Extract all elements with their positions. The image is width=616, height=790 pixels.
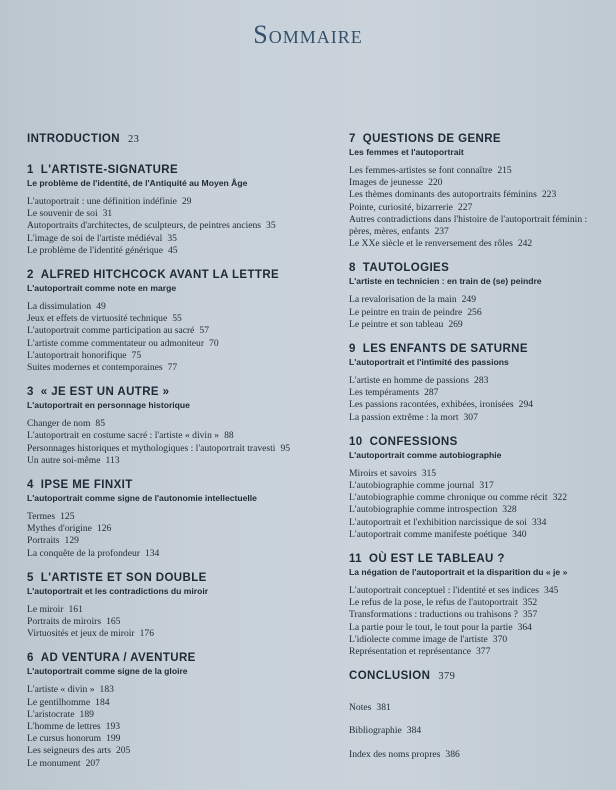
entry-page: 57 [199, 325, 210, 337]
section-heading [27, 651, 327, 666]
entry-page: 223 [541, 189, 557, 201]
toc-entry [349, 517, 611, 529]
section-subtitle: L'autoportrait comme signe de la gloire [27, 666, 188, 677]
entry-page: 283 [474, 375, 489, 387]
entry-text: La revalorisation de la main [349, 294, 457, 306]
toc-entry [349, 399, 611, 411]
section-subtitle: L'autoportrait comme autobiographie [349, 449, 502, 460]
toc-entry [27, 443, 327, 455]
toc-entry [349, 529, 611, 541]
toc-entry [27, 745, 327, 757]
toc-entry [349, 375, 611, 387]
entry-text: L'idiolecte comme image de l'artiste [349, 633, 488, 645]
toc-entry [27, 548, 327, 560]
entry-page: 45 [168, 244, 178, 256]
entry-page: 134 [144, 547, 160, 559]
entry-page: 199 [106, 733, 121, 745]
section-number: 5 [27, 571, 34, 584]
toc-entry [27, 628, 327, 640]
section-number: 3 [27, 386, 34, 399]
entry-text: L'autoportrait et l'exhibition narcissique de soi [349, 516, 527, 528]
section-title: QUESTIONS DE GENRE [362, 133, 501, 145]
entry-page: 75 [131, 349, 142, 361]
toc-entry [27, 511, 327, 523]
toc-entry [349, 609, 611, 621]
entry-page: 29 [181, 196, 192, 207]
entry-text: L'autoportrait en costume sacré : l'artiste « divin » [27, 430, 220, 442]
entry-text: Changer de nom [27, 418, 91, 430]
back-matter-text: Bibliographie [349, 725, 402, 737]
entry-page: 237 [434, 226, 449, 238]
entry-text: Portraits de miroirs [27, 616, 102, 628]
entry-page: 227 [457, 201, 473, 213]
entry-text: Le refus de la pose, le refus de l'autoportrait [349, 597, 518, 609]
toc-entry [349, 165, 611, 177]
toc-entry [349, 504, 611, 516]
entry-text: Le problème de l'identité générique [27, 244, 163, 256]
toc-section [349, 261, 611, 331]
toc-entry [27, 220, 327, 232]
toc-entry [349, 597, 611, 609]
entry-page: 220 [428, 177, 443, 189]
entry-text: La passion extrême : la mort [349, 411, 459, 423]
section-title: TAUTOLOGIES [362, 262, 450, 275]
toc-section [27, 385, 327, 467]
entry-page: 129 [64, 535, 79, 547]
entry-page: 340 [512, 528, 527, 540]
section-heading [27, 268, 327, 283]
toc-section [27, 571, 327, 641]
entry-page: 256 [467, 306, 482, 318]
toc-entry [27, 196, 327, 208]
page-title: Sommaire [253, 20, 363, 49]
back-matter-page: 381 [376, 702, 391, 714]
entry-page: 77 [167, 362, 178, 374]
entry-page: 352 [522, 597, 538, 609]
entry-page: 31 [102, 208, 113, 220]
entry-text: L'autoportrait honorifique [27, 349, 127, 361]
entry-text: L'autobiographie comme chronique ou comme récit [349, 492, 548, 504]
section-title: L'ARTISTE-SIGNATURE [40, 164, 179, 176]
toc-entry [27, 684, 327, 696]
toc-entry [27, 455, 327, 467]
left-column [27, 132, 327, 781]
entry-text: Les thèmes dominants des autoportraits féminins [349, 189, 537, 201]
entry-text: L'image de soi de l'artiste médiéval [27, 232, 163, 244]
section-title: AD VENTURA / AVENTURE [40, 652, 196, 665]
entry-text: Mythes d'origine [27, 523, 92, 535]
entry-text: Les seigneurs des arts [27, 745, 111, 757]
toc-entry [27, 325, 327, 337]
section-subtitle: La négation de l'autoportrait et la disparition du « je » [349, 567, 568, 578]
toc-entry [27, 535, 327, 547]
section-subtitle: Le problème de l'identité, de l'Antiquité au Moyen Âge [27, 178, 248, 188]
entry-page: 88 [224, 430, 234, 442]
entry-page: 294 [518, 399, 534, 411]
back-matter-page: 384 [406, 725, 422, 737]
toc-entry [349, 294, 611, 306]
section-heading [27, 132, 327, 147]
toc-entry [349, 412, 611, 424]
entry-text: Personnages historiques et mythologiques : l'autoportrait travesti [27, 442, 276, 454]
toc-entry [349, 634, 611, 646]
entry-page: 35 [266, 220, 276, 232]
toc-section [27, 268, 327, 374]
section-heading [27, 478, 327, 493]
entry-text: Portraits [27, 535, 60, 547]
entry-page: 287 [424, 387, 439, 399]
toc-entry [349, 189, 611, 201]
entry-page: 242 [517, 238, 533, 250]
entry-page: 377 [476, 646, 491, 658]
right-column [349, 132, 611, 772]
entry-page: 113 [105, 454, 120, 466]
entry-text: La partie pour le tout, le tout pour la partie [349, 621, 513, 633]
toc-entry [27, 418, 327, 430]
section-title: INTRODUCTION [27, 133, 120, 145]
entry-page: 49 [96, 301, 106, 313]
section-number: 4 [27, 479, 34, 492]
toc-entry [27, 350, 327, 362]
section-subtitle: L'autoportrait et l'intimité des passions [349, 357, 509, 368]
section-subtitle: L'artiste en technicien : en train de (se) peindre [349, 276, 542, 287]
section-number: 1 [27, 164, 34, 176]
entry-text: Suites modernes et contemporaines [27, 362, 163, 374]
entry-text: Le monument [27, 757, 81, 769]
section-number: 9 [349, 343, 356, 356]
section-number: 8 [349, 262, 356, 275]
entry-text: Les passions racontées, exhibées, ironisées [349, 399, 514, 411]
toc-entry [349, 468, 611, 480]
section-number: 6 [27, 652, 34, 665]
entry-page: 35 [167, 232, 177, 244]
section-heading [349, 552, 611, 567]
toc-entry [27, 430, 327, 442]
entry-page: 370 [492, 633, 508, 645]
back-matter-page: 386 [445, 748, 460, 760]
entry-page: 184 [95, 696, 110, 708]
back-matter-text: Index des noms propres [349, 748, 441, 760]
section-heading [27, 385, 327, 400]
entry-page: 85 [95, 418, 106, 430]
toc-entry [349, 319, 611, 331]
entry-page: 205 [115, 745, 131, 757]
toc-entry [349, 202, 611, 214]
section-subtitle: L'autoportrait en personnage historique [27, 400, 190, 411]
section-number: 11 [349, 553, 362, 566]
section-subtitle: L'autoportrait comme signe de l'autonomie intellectuelle [27, 493, 257, 504]
entry-text: Miroirs et savoirs [349, 467, 417, 479]
entry-text: Représentation et représentance [349, 646, 471, 658]
entry-text: Le XXe siècle et le renversement des rôles [349, 238, 513, 250]
back-matter-entry [349, 702, 611, 714]
entry-page: 55 [172, 313, 182, 325]
entry-page: 317 [479, 480, 494, 492]
entry-text: Images de jeunesse [349, 177, 424, 189]
entry-page: 95 [280, 442, 291, 454]
entry-text: Les femmes-artistes se font connaître [349, 165, 493, 176]
toc-section [27, 651, 327, 769]
toc-entry [27, 697, 327, 709]
entry-page: 193 [105, 721, 121, 733]
entry-text: Le souvenir de soi [27, 208, 98, 220]
toc-entry [27, 301, 327, 313]
toc-entry [27, 709, 327, 721]
toc-section [349, 342, 611, 424]
entry-page: 322 [552, 492, 567, 504]
entry-text: Autoportraits d'architectes, de sculpteurs, de peintres anciens [27, 220, 262, 232]
entry-page: 176 [139, 628, 154, 640]
entry-text: Autres contradictions dans l'histoire de l'autoportrait féminin : [349, 213, 588, 225]
entry-page: 269 [448, 318, 463, 330]
toc-entry [349, 387, 611, 399]
back-matter-text: Notes [349, 702, 372, 714]
entry-text: Pointe, curiosité, bizarrerie [349, 201, 453, 213]
section-title: CONFESSIONS [369, 435, 458, 448]
toc-entry [349, 307, 611, 319]
section-heading [349, 261, 611, 276]
toc-entry [27, 733, 327, 745]
entry-text: L'autobiographie comme introspection [349, 504, 498, 516]
toc-entry [27, 758, 327, 770]
toc-entry [349, 177, 611, 189]
entry-text: L'artiste en homme de passions [349, 375, 470, 387]
entry-text: Transformations : traductions ou trahisons ? [349, 609, 518, 621]
section-subtitle: Les femmes et l'autoportrait [349, 147, 464, 157]
toc-section [27, 163, 327, 257]
entry-page: 345 [543, 585, 559, 597]
entry-page: 165 [106, 616, 121, 628]
back-matter-entry [349, 725, 611, 737]
entry-text: L'autoportrait conceptuel : l'identité et ses indices [349, 585, 539, 597]
back-matter-entry [349, 749, 611, 761]
entry-text: L'autobiographie comme journal [349, 480, 475, 492]
entry-page: 328 [502, 504, 517, 516]
section-title: LES ENFANTS DE SATURNE [362, 343, 528, 356]
section-title: IPSE ME FINXIT [40, 479, 133, 492]
entry-text: Le cursus honorum [27, 733, 102, 745]
entry-text: Termes [27, 511, 56, 523]
entry-text: La dissimulation [27, 301, 92, 313]
entry-page: 215 [497, 165, 512, 176]
toc-entry [27, 338, 327, 350]
entry-page: 161 [68, 603, 83, 615]
entry-page: 307 [463, 411, 478, 423]
entry-page: 357 [522, 609, 538, 621]
entry-text: Un autre soi-même [27, 454, 101, 466]
entry-page: 183 [99, 684, 114, 696]
toc-entry [349, 238, 611, 250]
toc-entry [27, 313, 327, 325]
entry-text: L'artiste comme commentateur ou admoniteur [27, 337, 205, 349]
entry-page: 334 [531, 516, 547, 528]
toc-entry [27, 233, 327, 245]
section-title: L'ARTISTE ET SON DOUBLE [40, 571, 207, 584]
section-page: 379 [438, 671, 456, 683]
entry-text: Virtuosités et jeux de miroir [27, 628, 135, 640]
section-title: ALFRED HITCHCOCK AVANT LA LETTRE [40, 269, 280, 282]
toc-section [27, 478, 327, 560]
entry-text: Le gentilhomme [27, 696, 91, 708]
toc-section [27, 132, 327, 147]
section-page: 23 [127, 134, 140, 145]
toc-entry [349, 646, 611, 658]
entry-text: Jeux et effets de virtuosité technique [27, 313, 168, 325]
entry-page: 189 [79, 708, 94, 720]
toc-entry [349, 622, 611, 634]
section-title: CONCLUSION [349, 670, 431, 683]
toc-section [349, 132, 611, 250]
section-subtitle: L'autoportrait comme note en marge [27, 283, 177, 294]
entry-page: 70 [209, 337, 219, 349]
entry-text: Le peintre et son tableau [349, 318, 444, 330]
section-heading [349, 435, 611, 450]
section-heading [349, 342, 611, 357]
entry-page: 207 [85, 757, 100, 769]
toc-entry [349, 214, 611, 226]
toc-entry [349, 226, 611, 238]
toc-entry [349, 480, 611, 492]
entry-page: 315 [421, 467, 437, 479]
entry-page: 364 [517, 621, 532, 633]
entry-text: pères, mères, enfants [349, 226, 430, 238]
entry-text: L'homme de lettres [27, 721, 101, 733]
toc-entry [27, 523, 327, 535]
toc-section [349, 669, 611, 684]
entry-text: La conquête de la profondeur [27, 547, 140, 559]
entry-page: 125 [60, 511, 75, 523]
toc-entry [349, 585, 611, 597]
entry-text: L'aristocrate [27, 708, 75, 720]
entry-text: L'artiste « divin » [27, 684, 95, 696]
toc-section [349, 552, 611, 658]
section-number: 7 [349, 133, 356, 145]
entry-text: Les tempéraments [349, 387, 420, 399]
section-heading [27, 571, 327, 586]
entry-page: 126 [96, 523, 112, 535]
section-title: OÙ EST LE TABLEAU ? [368, 553, 505, 566]
entry-text: Le peintre en train de peindre [349, 306, 463, 318]
toc-entry [27, 604, 327, 616]
entry-text: L'autoportrait : une définition indéfinie [27, 196, 177, 207]
section-heading [349, 669, 611, 684]
section-heading [349, 132, 611, 147]
section-subtitle: L'autoportrait et les contradictions du miroir [27, 585, 209, 596]
toc-entry [27, 616, 327, 628]
toc-entry [27, 721, 327, 733]
section-number: 2 [27, 269, 34, 282]
entry-text: L'autoportrait comme manifeste poétique [349, 528, 508, 540]
toc-entry [27, 362, 327, 374]
entry-text: L'autoportrait comme participation au sacré [27, 325, 195, 337]
toc-entry [349, 492, 611, 504]
entry-page: 249 [461, 294, 477, 306]
toc-section [349, 435, 611, 541]
toc-entry [27, 245, 327, 257]
section-heading [27, 163, 327, 178]
toc-entry [27, 208, 327, 220]
section-number: 10 [349, 435, 363, 448]
entry-text: Le miroir [27, 603, 64, 615]
section-title: « JE EST UN AUTRE » [40, 386, 170, 399]
